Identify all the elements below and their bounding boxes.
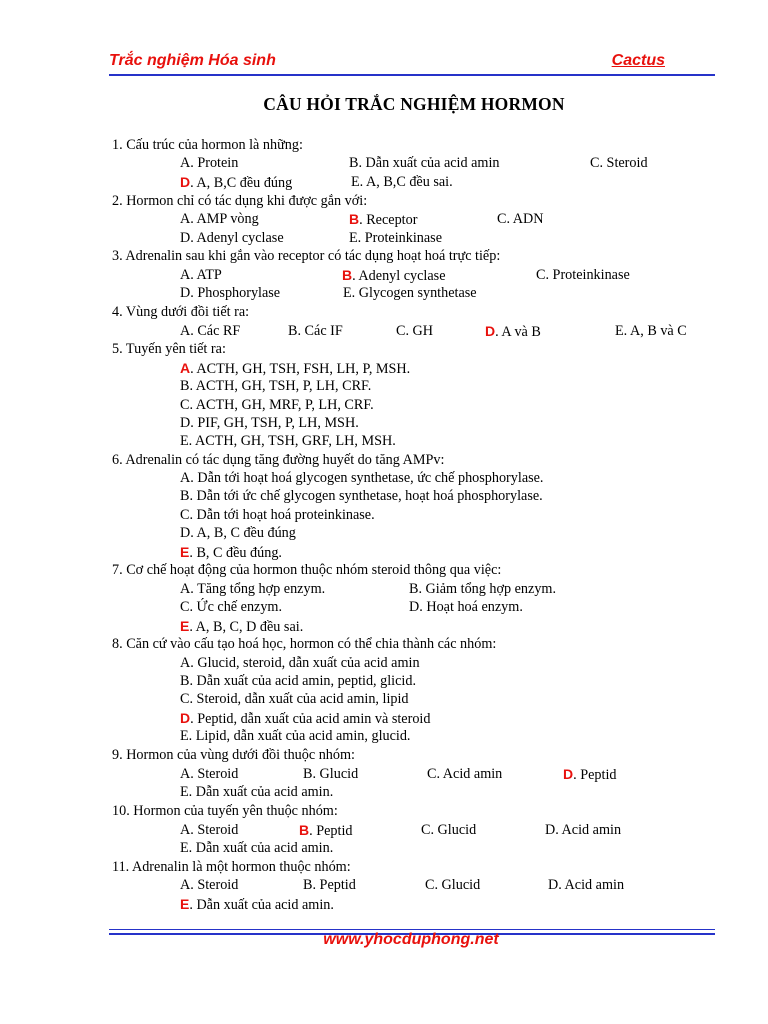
page-title: CÂU HỎI TRẮC NGHIỆM HORMON bbox=[263, 94, 565, 114]
q7-option-a: A. Tăng tổng hợp enzym. bbox=[180, 581, 326, 597]
q6-option-a: A. Dẫn tới hoạt hoá glycogen synthetase, ức chế phosphorylase. bbox=[180, 470, 544, 486]
header-author: Cactus bbox=[611, 52, 665, 69]
q10-option-c: C. Glucid bbox=[421, 822, 477, 838]
q10-option-d: D. Acid amin bbox=[545, 822, 622, 838]
q7-option-e: E. A, B, C, D đều sai. bbox=[180, 618, 304, 635]
q6-option-b: B. Dẫn tới ức chế glycogen synthetase, hoạt hoá phosphorylase. bbox=[180, 488, 543, 504]
question-9: 9. Hormon của vùng dưới đồi thuộc nhóm: bbox=[112, 747, 355, 763]
q1-option-b: B. Dẫn xuất của acid amin bbox=[349, 155, 500, 171]
answer-mark: B bbox=[342, 267, 353, 283]
q5-option-e: E. ACTH, GH, TSH, GRF, LH, MSH. bbox=[180, 433, 396, 449]
question-10: 10. Hormon của tuyến yên thuộc nhóm: bbox=[112, 803, 338, 819]
q11-option-d: D. Acid amin bbox=[548, 877, 625, 893]
q7-option-d: D. Hoạt hoá enzym. bbox=[409, 599, 523, 615]
answer-mark: E bbox=[180, 544, 190, 560]
q8-option-c: C. Steroid, dẫn xuất của acid amin, lipid bbox=[180, 691, 409, 707]
q2-option-e: E. Proteinkinase bbox=[349, 230, 442, 246]
q5-option-b: B. ACTH, GH, TSH, P, LH, CRF. bbox=[180, 378, 372, 394]
q7-option-b: B. Giảm tổng hợp enzym. bbox=[409, 581, 556, 597]
q9-option-b: B. Glucid bbox=[303, 766, 359, 782]
q1-option-d: D. A, B,C đều đúng bbox=[180, 174, 293, 191]
q2-option-a: A. AMP vòng bbox=[180, 211, 259, 227]
page-header bbox=[109, 52, 715, 74]
q6-option-d: D. A, B, C đều đúng bbox=[180, 525, 296, 541]
q2-option-d: D. Adenyl cyclase bbox=[180, 230, 284, 246]
question-2: 2. Hormon chỉ có tác dụng khi được gắn với: bbox=[112, 193, 368, 209]
answer-mark: D bbox=[180, 710, 191, 726]
q9-option-e: E. Dẫn xuất của acid amin. bbox=[180, 784, 334, 800]
q8-option-b: B. Dẫn xuất của acid amin, peptid, glicid. bbox=[180, 673, 416, 689]
question-7: 7. Cơ chế hoạt động của hormon thuộc nhóm steroid thông qua việc: bbox=[112, 562, 502, 578]
q10-option-b: B. Peptid bbox=[299, 822, 353, 839]
header-rule bbox=[109, 74, 715, 76]
question-4: 4. Vùng dưới đồi tiết ra: bbox=[112, 304, 250, 320]
answer-mark: D bbox=[180, 174, 191, 190]
q11-option-e: E. Dẫn xuất của acid amin. bbox=[180, 896, 334, 913]
q2-option-b: B. Receptor bbox=[349, 211, 418, 228]
q2-option-c: C. ADN bbox=[497, 211, 544, 227]
q3-option-c: C. Proteinkinase bbox=[536, 267, 630, 283]
q9-option-a: A. Steroid bbox=[180, 766, 239, 782]
answer-mark: B bbox=[349, 211, 360, 227]
footer-website: www.yhocduphong.net bbox=[323, 931, 499, 948]
q4-option-d: D. A và B bbox=[485, 323, 541, 340]
q5-option-c: C. ACTH, GH, MRF, P, LH, CRF. bbox=[180, 397, 374, 413]
question-6: 6. Adrenalin có tác dụng tăng đường huyết do tăng AMPv: bbox=[112, 452, 445, 468]
answer-mark: E bbox=[180, 896, 190, 912]
answer-mark: A bbox=[180, 360, 191, 376]
q11-option-c: C. Glucid bbox=[425, 877, 481, 893]
question-5: 5. Tuyến yên tiết ra: bbox=[112, 341, 226, 357]
answer-mark: D bbox=[485, 323, 496, 339]
q10-option-a: A. Steroid bbox=[180, 822, 239, 838]
footer-rule bbox=[109, 929, 715, 930]
question-1: 1. Cấu trúc của hormon là những: bbox=[112, 137, 303, 153]
q10-option-e: E. Dẫn xuất của acid amin. bbox=[180, 840, 334, 856]
q3-option-e: E. Glycogen synthetase bbox=[343, 285, 477, 301]
question-8: 8. Căn cứ vào cấu tạo hoá học, hormon có thể chia thành các nhóm: bbox=[112, 636, 497, 652]
q4-option-a: A. Các RF bbox=[180, 323, 241, 339]
q3-option-d: D. Phosphorylase bbox=[180, 285, 281, 301]
answer-mark: D bbox=[563, 766, 574, 782]
q6-option-c: C. Dẫn tới hoạt hoá proteinkinase. bbox=[180, 507, 375, 523]
q3-option-a: A. ATP bbox=[180, 267, 222, 283]
header-title: Trắc nghiệm Hóa sinh bbox=[109, 52, 276, 69]
q8-option-d: D. Peptid, dẫn xuất của acid amin và steroid bbox=[180, 710, 431, 727]
answer-mark: E bbox=[180, 618, 190, 634]
answer-mark: B bbox=[299, 822, 310, 838]
q1-option-c: C. Steroid bbox=[590, 155, 648, 171]
q3-option-b: B. Adenyl cyclase bbox=[342, 267, 446, 284]
q5-option-d: D. PIF, GH, TSH, P, LH, MSH. bbox=[180, 415, 359, 431]
q5-option-a: A. ACTH, GH, TSH, FSH, LH, P, MSH. bbox=[180, 360, 411, 377]
q11-option-b: B. Peptid bbox=[303, 877, 356, 893]
q4-option-b: B. Các IF bbox=[288, 323, 343, 339]
q7-option-c: C. Ức chế enzym. bbox=[180, 599, 283, 615]
q9-option-d: D. Peptid bbox=[563, 766, 617, 783]
q1-option-e: E. A, B,C đều sai. bbox=[351, 174, 453, 190]
q1-option-a: A. Protein bbox=[180, 155, 239, 171]
q6-option-e: E. B, C đều đúng. bbox=[180, 544, 282, 561]
q8-option-e: E. Lipid, dẫn xuất của acid amin, glucid. bbox=[180, 728, 411, 744]
q8-option-a: A. Glucid, steroid, dẫn xuất của acid amin bbox=[180, 655, 420, 671]
question-3: 3. Adrenalin sau khi gắn vào receptor có tác dụng hoạt hoá trực tiếp: bbox=[112, 248, 501, 264]
q4-option-e: E. A, B và C bbox=[615, 323, 687, 339]
q9-option-c: C. Acid amin bbox=[427, 766, 503, 782]
q4-option-c: C. GH bbox=[396, 323, 434, 339]
q11-option-a: A. Steroid bbox=[180, 877, 239, 893]
question-11: 11. Adrenalin là một hormon thuộc nhóm: bbox=[112, 859, 351, 875]
